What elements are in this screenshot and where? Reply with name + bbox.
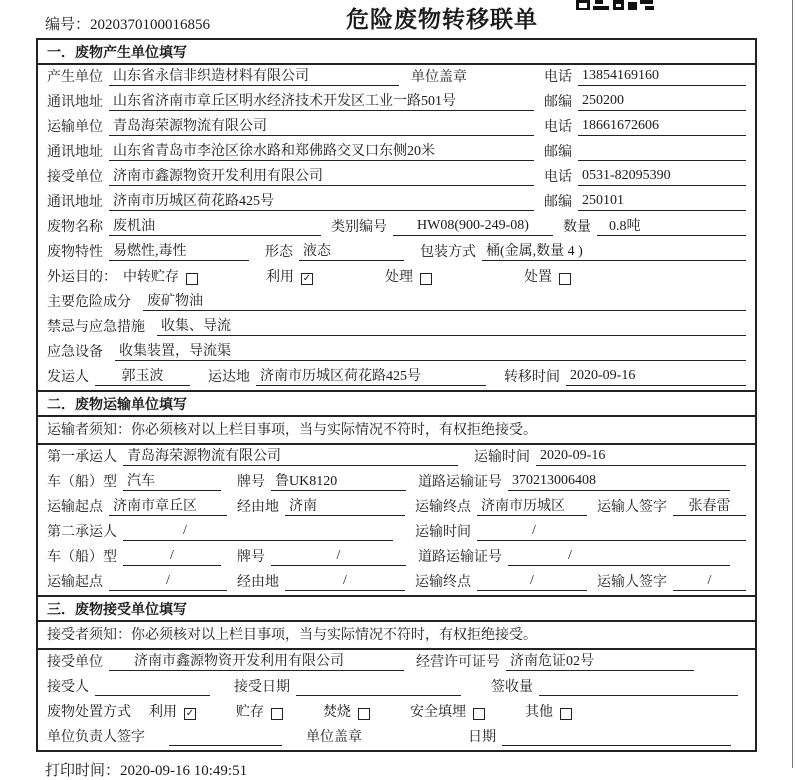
addr3-label: 通讯地址: [47, 195, 103, 210]
disposal-option-incinerate: [323, 701, 370, 721]
phone1-value: 13854169160: [578, 68, 746, 86]
carrier1-label: 第一承运人: [47, 450, 117, 465]
plate2-value: /: [271, 548, 406, 566]
row-responsible-signature: [38, 725, 755, 750]
traits-label: 废物特性: [47, 245, 103, 260]
date2-label: 日期: [468, 730, 496, 745]
row-acceptor: [38, 675, 755, 700]
producer-label: 产生单位: [47, 70, 103, 85]
phone3-label: 电话: [544, 170, 572, 185]
disposal-option-label: 利用: [149, 705, 177, 720]
time2-value: /: [477, 523, 746, 541]
category-label: 类别编号: [331, 220, 387, 235]
vehicle1-value: 汽车: [123, 470, 221, 491]
disposal-option-landfill: [410, 701, 485, 721]
page-edge-line: [792, 0, 793, 768]
form-label: 形态: [265, 245, 293, 260]
purpose-option-label: 处置: [524, 270, 552, 285]
purpose-option-label: 中转贮存: [123, 270, 179, 285]
phone2-label: 电话: [544, 120, 572, 135]
notice3-label: 接受者须知：: [47, 628, 131, 643]
row-producer: [38, 65, 755, 90]
notice3-text: 你必须核对以上栏目事项，当与实际情况不符时，有权拒绝接受。: [131, 628, 537, 643]
time1-label: 运输时间: [474, 450, 530, 465]
plate1-value: 鲁UK8120: [271, 470, 406, 491]
start1-value: 济南市章丘区: [109, 495, 227, 516]
addr2-value: 山东省青岛市李沧区徐水路和郑佛路交叉口东侧20米: [109, 140, 534, 161]
phone3-value: 0531-82095390: [578, 168, 746, 186]
acceptor-label: 接受人: [47, 680, 89, 695]
road1-value: 370213006408: [508, 473, 730, 491]
addr1-label: 通讯地址: [47, 95, 103, 110]
row-waste-traits: [38, 240, 755, 265]
row-hazard-components: [38, 290, 755, 315]
notice2-label: 运输者须知：: [47, 423, 131, 438]
responsible-sign-value: [169, 728, 282, 746]
transfer-time-value: 2020-09-16: [566, 368, 746, 386]
road2-value: /: [508, 548, 730, 566]
qty-underline-extension: [645, 218, 747, 236]
disposal-option-other: [525, 701, 572, 721]
end1-value: 济南市历城区: [477, 495, 587, 516]
zip3-label: 邮编: [544, 195, 572, 210]
transfer-time-label: 转移时间: [504, 370, 560, 385]
disposal-option-utilize: [149, 701, 196, 721]
equipment-value: 收集装置，导流渠: [115, 340, 746, 361]
hazard-value: 废矿物油: [143, 290, 746, 311]
addr1-value: 山东省济南市章丘区明水经济技术开发区工业一路501号: [109, 90, 534, 111]
sign1-value: 张春雷: [673, 495, 746, 516]
addr2-label: 通讯地址: [47, 145, 103, 160]
checkbox-disposal-storage: [271, 708, 283, 720]
addr3-value: 济南市历城区荷花路425号: [109, 190, 534, 211]
carrier1-value: 青岛海荣源物流有限公司: [123, 445, 458, 466]
checkbox-disposal-other: [560, 708, 572, 720]
doc-number: [45, 13, 210, 34]
section1-title: 一．废物产生单位填写: [38, 40, 755, 65]
print-time-label: 打印时间：: [45, 763, 121, 779]
start2-label: 运输起点: [47, 575, 103, 590]
carrier2-label: 第二承运人: [47, 525, 117, 540]
row-accept-unit: [38, 650, 755, 675]
accept-date-value: [296, 678, 461, 696]
doc-number-label: 编号：: [45, 17, 91, 33]
dest-value: 济南市历城区荷花路425号: [256, 365, 486, 386]
start1-label: 运输起点: [47, 500, 103, 515]
row-vehicle2: [38, 545, 755, 570]
disposal-option-label: 安全填埋: [410, 705, 466, 720]
time2-label: 运输时间: [415, 525, 471, 540]
sign2-label: 运输人签字: [597, 575, 667, 590]
shipper-label: 发运人: [47, 370, 89, 385]
vehicle2-value: /: [123, 548, 221, 566]
checkbox-utilize: ✓: [302, 272, 312, 284]
zip2-value: [578, 143, 746, 161]
checkbox-disposal-landfill: [473, 708, 485, 720]
road1-label: 道路运输证号: [418, 475, 502, 490]
phone2-value: 18661672606: [578, 118, 746, 136]
shipper-value: 郭玉波: [95, 365, 190, 386]
transporter-label: 运输单位: [47, 120, 103, 135]
qr-code-icon: [576, 0, 654, 10]
row-emergency-equipment: [38, 340, 755, 365]
disposal-option-label: 其他: [525, 705, 553, 720]
purpose-option-transfer-storage: [123, 266, 198, 286]
notice2-text: 你必须核对以上栏目事项，当与实际情况不符时，有权拒绝接受。: [131, 423, 537, 438]
purpose-option-utilize: [266, 266, 313, 286]
row-carrier2: [38, 520, 755, 545]
section2-notice: [38, 417, 755, 445]
zip1-label: 邮编: [544, 95, 572, 110]
seal-label: 单位盖章: [411, 70, 467, 85]
print-time-value: 2020-09-16 10:49:51: [120, 763, 248, 779]
hazard-label: 主要危险成分: [47, 295, 131, 310]
equipment-label: 应急设备: [47, 345, 103, 360]
license-label: 经营许可证号: [416, 655, 500, 670]
purpose-option-label: 处理: [385, 270, 413, 285]
disposal-label: 废物处置方式: [47, 705, 131, 720]
checkbox-disposal-incinerate: [358, 708, 370, 720]
row-carrier1: [38, 445, 755, 470]
category-value: HW08(900-249-08): [393, 218, 553, 236]
purpose-option-label: 利用: [266, 270, 294, 285]
sign2-value: /: [673, 573, 746, 591]
time1-value: 2020-09-16: [536, 448, 746, 466]
via2-value: /: [285, 573, 405, 591]
checkbox-disposal-utilize: ✓: [185, 707, 195, 719]
receipt-qty-label: 签收量: [491, 680, 533, 695]
via1-value: 济南: [285, 495, 405, 516]
responsible-sign-label: 单位负责人签字: [47, 730, 145, 745]
section3-title: 三．废物接受单位填写: [38, 595, 755, 622]
zip2-label: 邮编: [544, 145, 572, 160]
plate2-label: 牌号: [237, 550, 265, 565]
row-vehicle1: [38, 470, 755, 495]
row-receiver: [38, 165, 755, 190]
doc-number-value: 2020370100016856: [90, 17, 211, 33]
taboo-label: 禁忌与应急措施: [47, 320, 145, 335]
purpose-label: 外运目的：: [47, 270, 117, 285]
qty-label: 数量: [563, 220, 591, 235]
section2-title: 二．废物运输单位填写: [38, 390, 755, 417]
accept-unit-value: 济南市鑫源物资开发利用有限公司: [109, 650, 404, 671]
taboo-value: 收集、导流: [157, 315, 746, 336]
plate1-label: 牌号: [237, 475, 265, 490]
disposal-option-label: 贮存: [236, 705, 264, 720]
page-title: 危险废物转移联单: [346, 6, 538, 32]
purpose-option-treat: [385, 266, 432, 286]
pack-label: 包装方式: [420, 245, 476, 260]
unit-seal-label: 单位盖章: [306, 730, 362, 745]
zip1-value: 250200: [578, 93, 746, 111]
qty-value: 0.8吨: [597, 215, 645, 236]
road2-label: 道路运输证号: [418, 550, 502, 565]
via1-label: 经由地: [237, 500, 279, 515]
transporter-value: 青岛海荣源物流有限公司: [109, 115, 534, 136]
phone1-label: 电话: [544, 70, 572, 85]
row-transporter: [38, 115, 755, 140]
traits-value: 易燃性,毒性: [109, 240, 249, 261]
row-disposal-method: [38, 700, 755, 725]
row-route1: [38, 495, 755, 520]
receiver-value: 济南市鑫源物资开发利用有限公司: [109, 165, 534, 186]
checkbox-transfer-storage: [186, 273, 198, 285]
receiver-label: 接受单位: [47, 170, 103, 185]
disposal-option-storage: [236, 701, 283, 721]
zip3-value: 250101: [578, 193, 746, 211]
checkbox-treat: [420, 273, 432, 285]
vehicle2-label: 车（船）型: [47, 550, 117, 565]
row-shipper: [38, 365, 755, 390]
end1-label: 运输终点: [415, 500, 471, 515]
producer-value: 山东省永信非织造材料有限公司: [109, 65, 399, 86]
purpose-option-dispose: [524, 266, 571, 286]
carrier2-value: /: [123, 523, 393, 541]
checkbox-dispose: [559, 273, 571, 285]
waste-name-value: 废机油: [109, 215, 321, 236]
section3-notice: [38, 622, 755, 650]
accept-unit-label: 接受单位: [47, 655, 103, 670]
date2-value: [502, 728, 731, 746]
end2-value: /: [477, 573, 587, 591]
sign1-label: 运输人签字: [597, 500, 667, 515]
accept-date-label: 接受日期: [234, 680, 290, 695]
via2-label: 经由地: [237, 575, 279, 590]
row-producer-address: [38, 90, 755, 115]
row-purpose: [38, 265, 755, 290]
acceptor-value: [95, 678, 210, 696]
row-waste-name: [38, 215, 755, 240]
row-route2: [38, 570, 755, 595]
page-header: [0, 0, 796, 38]
transfer-form: [36, 38, 757, 752]
vehicle1-label: 车（船）型: [47, 475, 117, 490]
form-value: 液态: [299, 240, 404, 261]
disposal-option-label: 焚烧: [323, 705, 351, 720]
pack-value: 桶(金属,数量 4 ): [482, 240, 746, 261]
end2-label: 运输终点: [415, 575, 471, 590]
receipt-qty-value: [539, 678, 738, 696]
print-time: [45, 759, 796, 780]
row-taboo-measures: [38, 315, 755, 340]
dest-label: 运达地: [208, 370, 250, 385]
start2-value: /: [109, 573, 227, 591]
row-transporter-address: [38, 140, 755, 165]
waste-name-label: 废物名称: [47, 220, 103, 235]
license-value: 济南危证02号: [506, 650, 694, 671]
row-receiver-address: [38, 190, 755, 215]
